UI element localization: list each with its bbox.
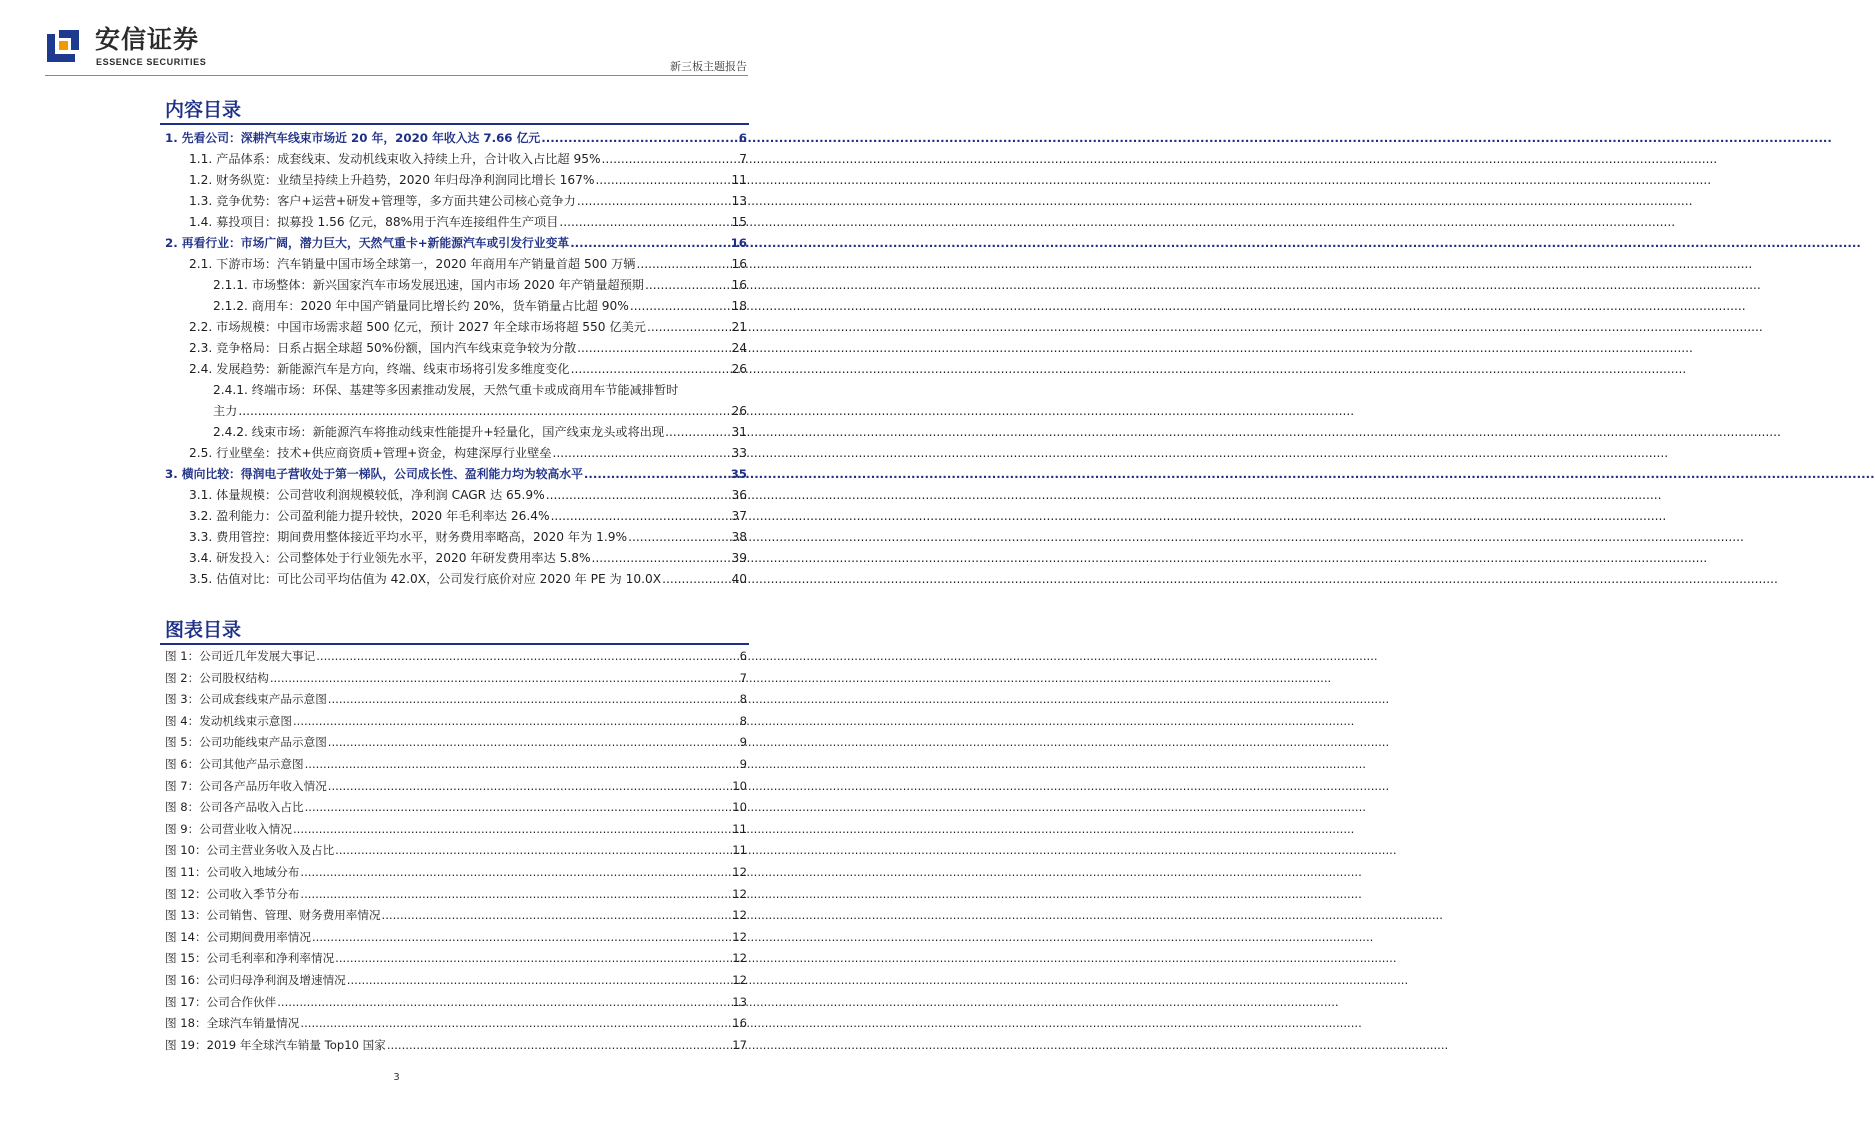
- toc-leader-dots: [584, 464, 730, 485]
- figure-entry-page: 7: [739, 670, 747, 685]
- toc-entry[interactable]: [189, 485, 747, 506]
- toc-leader-dots: [645, 275, 731, 296]
- toc-leader-dots: [662, 569, 730, 590]
- figure-entry[interactable]: [165, 948, 747, 970]
- toc-entry-page: 16: [731, 257, 747, 271]
- figure-entry-title: 图 14：公司期间费用率情况: [165, 929, 311, 944]
- figure-entry-title: 图 8：公司各产品收入占比: [165, 800, 304, 815]
- toc-entry-page: 13: [731, 194, 747, 208]
- toc-entry-title: 2.1. 下游市场：汽车销量中国市场全球第一，2020 年商用车产销量首超 500 万辆: [189, 257, 636, 271]
- toc-entry-page: 26: [731, 362, 747, 376]
- toc-entry[interactable]: [165, 233, 747, 254]
- figure-leader-dots: [312, 927, 731, 949]
- list-of-figures: [0, 646, 793, 1056]
- figure-entry[interactable]: [165, 992, 747, 1014]
- figure-entry-title: 图 17：公司合作伙伴: [165, 994, 277, 1009]
- toc-entry-page: 38: [731, 530, 747, 544]
- essence-logo-icon: [45, 28, 81, 64]
- figure-entry-page: 11: [732, 821, 747, 836]
- toc-leader-dots: [665, 422, 730, 443]
- toc-entry-title: 2.2. 市场规模：中国市场需求超 500 亿元，预计 2027 年全球市场将超 550 亿美元: [189, 320, 646, 334]
- figure-entry[interactable]: [165, 668, 747, 690]
- figure-entry-title: 图 18：全球汽车销量情况: [165, 1016, 300, 1031]
- figure-leader-dots: [293, 819, 731, 841]
- figure-entry-page: 12: [732, 929, 747, 944]
- brand-name-en: ESSENCE SECURITIES: [96, 57, 207, 67]
- figure-leader-dots: [300, 884, 731, 906]
- toc-entry-title: 1.1. 产品体系：成套线束、发动机线束收入持续上升，合计收入占比超 95%: [189, 152, 601, 166]
- figure-leader-dots: [305, 754, 739, 776]
- figure-entry[interactable]: [165, 689, 747, 711]
- toc-entry-title: 1.4. 募投项目：拟募投 1.56 亿元，88%用于汽车连接组件生产项目: [189, 215, 559, 229]
- toc-leader-dots: [551, 506, 731, 527]
- toc-entry[interactable]: [189, 191, 747, 212]
- toc-entry[interactable]: [189, 527, 747, 548]
- toc-entry-page: 33: [731, 446, 747, 460]
- toc-leader-dots: [577, 191, 731, 212]
- figure-entry-title: 图 9：公司营业收入情况: [165, 821, 292, 836]
- figure-entry-title: 图 4：发动机线束示意图: [165, 713, 292, 728]
- toc-leader-dots: [577, 338, 730, 359]
- figure-leader-dots: [300, 862, 731, 884]
- toc-entry[interactable]: [189, 569, 747, 590]
- figure-leader-dots: [335, 948, 731, 970]
- toc-entry[interactable]: [189, 548, 747, 569]
- toc-entry[interactable]: [213, 380, 747, 401]
- figures-title: 图表目录: [165, 619, 242, 641]
- toc-entry[interactable]: [189, 359, 747, 380]
- table-of-contents: [0, 128, 793, 590]
- toc-entry-title: 2.3. 竞争格局：日系占据全球超 50%份额，国内汽车线束竞争较为分散: [189, 341, 577, 355]
- toc-entry[interactable]: [189, 317, 747, 338]
- toc-entry[interactable]: [189, 443, 747, 464]
- figure-entry-title: 图 15：公司毛利率和净利率情况: [165, 951, 335, 966]
- toc-entry-title: 3. 横向比较：得润电子营收处于第一梯队，公司成长性、盈利能力均为较高水平: [165, 467, 583, 481]
- figure-entry-page: 17: [732, 1037, 747, 1052]
- toc-leader-dots: [602, 149, 739, 170]
- toc-entry-title: 1.2. 财务纵览：业绩呈持续上升趋势，2020 年归母净利润同比增长 167%: [189, 173, 595, 187]
- figure-leader-dots: [305, 797, 732, 819]
- figure-entry[interactable]: [165, 819, 747, 841]
- toc-entry[interactable]: [165, 464, 747, 485]
- toc-entry-title: 1.3. 竞争优势：客户+运营+研发+管理等，多方面共建公司核心竞争力: [189, 194, 576, 208]
- toc-entry-page: 37: [731, 509, 747, 523]
- figure-entry-page: 6: [739, 649, 747, 663]
- figure-entry[interactable]: [165, 927, 747, 949]
- toc-entry[interactable]: [189, 149, 747, 170]
- toc-entry-title: 2.5. 行业壁垒：技术+供应商资质+管理+资金，构建深厚行业壁垒: [189, 446, 552, 460]
- figure-leader-dots: [300, 1013, 731, 1035]
- figure-entry[interactable]: [165, 1035, 747, 1057]
- header-divider: [45, 75, 748, 76]
- toc-entry[interactable]: [165, 128, 747, 149]
- figure-entry-page: 12: [732, 951, 747, 966]
- figure-leader-dots: [387, 1035, 731, 1057]
- toc-entry-title: 3.1. 体量规模：公司营收利润规模较低，净利润 CAGR 达 65.9%: [189, 488, 545, 502]
- figure-leader-dots: [382, 905, 732, 927]
- figure-entry[interactable]: [165, 732, 747, 754]
- figure-entry-title: 图 13：公司销售、管理、财务费用率情况: [165, 908, 381, 923]
- figure-entry-page: 13: [732, 994, 747, 1009]
- toc-entry-page: 36: [731, 488, 747, 502]
- figure-leader-dots: [270, 668, 739, 690]
- toc-leader-dots: [238, 401, 730, 422]
- figure-entry-page: 16: [732, 1016, 747, 1031]
- toc-leader-dots: [552, 443, 730, 464]
- figure-leader-dots: [347, 970, 731, 992]
- toc-leader-dots: [541, 128, 738, 149]
- figure-entry-page: 12: [732, 886, 747, 901]
- toc-title: 内容目录: [165, 99, 242, 121]
- toc-leader-dots: [570, 233, 729, 254]
- toc-entry[interactable]: [189, 254, 747, 275]
- figure-entry[interactable]: [165, 754, 747, 776]
- figure-entry[interactable]: [165, 1013, 747, 1035]
- figure-entry-title: 图 5：公司功能线束产品示意图: [165, 735, 327, 750]
- toc-leader-dots: [546, 485, 731, 506]
- figure-leader-dots: [335, 840, 731, 862]
- toc-entry-page: 26: [731, 404, 747, 418]
- figure-entry-title: 图 7：公司各产品历年收入情况: [165, 778, 327, 793]
- figure-entry[interactable]: [165, 776, 747, 798]
- toc-entry[interactable]: [189, 338, 747, 359]
- figure-entry-page: 9: [739, 735, 747, 750]
- brand-name-cn: 安信证券: [95, 25, 200, 54]
- figure-entry-page: 9: [739, 756, 747, 771]
- toc-leader-dots: [571, 359, 731, 380]
- toc-entry-title: 3.5. 估值对比：可比公司平均估值为 42.0X，公司发行底价对应 2020 年 PE 为 10.0X: [189, 572, 662, 586]
- figure-entry[interactable]: [165, 840, 747, 862]
- toc-entry[interactable]: [213, 296, 747, 317]
- toc-leader-dots: [647, 317, 731, 338]
- toc-entry-page: 40: [731, 572, 747, 586]
- figure-entry-title: 图 11：公司收入地域分布: [165, 864, 300, 879]
- figure-entry-page: 12: [732, 972, 747, 987]
- toc-entry-title: 3.2. 盈利能力：公司盈利能力提升较快，2020 年毛利率达 26.4%: [189, 509, 550, 523]
- figure-entry-title: 图 10：公司主营业务收入及占比: [165, 843, 335, 858]
- page-number: 3: [393, 1072, 400, 1083]
- toc-entry-page: 39: [731, 551, 747, 565]
- figure-entry-title: 图 1：公司近几年发展大事记: [165, 649, 316, 663]
- figure-entry-title: 图 2：公司股权结构: [165, 670, 269, 685]
- figure-leader-dots: [328, 689, 739, 711]
- toc-entry-page: 31: [731, 425, 747, 439]
- figure-entry-page: 10: [732, 800, 747, 815]
- toc-entry-page: 16: [730, 236, 747, 250]
- toc-entry-title: 主力: [213, 404, 238, 418]
- toc-entry[interactable]: [213, 275, 747, 296]
- figure-entry-title: 图 19：2019 年全球汽车销量 Top10 国家: [165, 1037, 386, 1052]
- figure-leader-dots: [293, 711, 739, 733]
- figure-leader-dots: [277, 992, 731, 1014]
- figure-entry-title: 图 3：公司成套线束产品示意图: [165, 692, 327, 707]
- toc-leader-dots: [628, 527, 730, 548]
- toc-title-rule: [160, 123, 749, 125]
- toc-entry-page: 6: [738, 131, 747, 145]
- toc-entry-title: 3.3. 费用管控：期间费用整体接近平均水平，财务费用率略高，2020 年为 1.9%: [189, 530, 628, 544]
- figure-entry-title: 图 6：公司其他产品示意图: [165, 756, 304, 771]
- figure-entry[interactable]: [165, 711, 747, 733]
- toc-entry-page: 35: [730, 467, 747, 481]
- figure-entry-title: 图 12：公司收入季节分布: [165, 886, 300, 901]
- toc-entry-title: 2.4.1. 终端市场：环保、基建等多因素推动发展，天然气重卡或成商用车节能减排暂时: [213, 383, 679, 397]
- figure-entry-page: 12: [732, 908, 747, 923]
- toc-entry-page: 15: [731, 215, 747, 229]
- toc-entry-page: 18: [731, 299, 747, 313]
- toc-leader-dots: [559, 212, 730, 233]
- toc-entry-page: 24: [731, 341, 747, 355]
- figure-leader-dots: [328, 732, 739, 754]
- toc-entry-title: 3.4. 研发投入：公司整体处于行业领先水平，2020 年研发费用率达 5.8%: [189, 551, 591, 565]
- figure-entry-page: 12: [732, 864, 747, 879]
- toc-entry-page: 11: [731, 173, 747, 187]
- toc-entry[interactable]: [213, 401, 747, 422]
- figure-entry[interactable]: [165, 905, 747, 927]
- figure-entry-page: 8: [739, 692, 747, 707]
- figure-entry-page: 11: [732, 843, 747, 858]
- toc-leader-dots: [630, 296, 731, 317]
- figure-entry-page: 10: [732, 778, 747, 793]
- figure-entry[interactable]: [165, 862, 747, 884]
- toc-entry-page: 7: [739, 152, 747, 166]
- toc-leader-dots: [636, 254, 730, 275]
- figures-title-rule: [160, 643, 749, 645]
- report-type-label: 新三板主题报告: [670, 60, 747, 73]
- toc-entry[interactable]: [189, 212, 747, 233]
- toc-entry-title: 2.4. 发展趋势：新能源汽车是方向，终端、线束市场将引发多维度变化: [189, 362, 570, 376]
- figure-entry[interactable]: [165, 797, 747, 819]
- figure-entry-page: 8: [739, 713, 747, 728]
- toc-entry[interactable]: [213, 422, 747, 443]
- figure-entry-title: 图 16：公司归母净利润及增速情况: [165, 972, 346, 987]
- toc-entry-title: 2.1.2. 商用车：2020 年中国产销量同比增长约 20%，货车销量占比超 90%: [213, 299, 629, 313]
- figure-entry[interactable]: [165, 970, 747, 992]
- toc-entry-title: 1. 先看公司：深耕汽车线束市场近 20 年，2020 年收入达 7.66 亿元: [165, 131, 541, 145]
- page-header: [0, 0, 793, 80]
- toc-entry-page: 16: [731, 278, 747, 292]
- toc-entry[interactable]: [189, 170, 747, 191]
- figure-entry[interactable]: [165, 646, 747, 668]
- toc-entry-title: 2.4.2. 线束市场：新能源汽车将推动线束性能提升+轻量化，国产线束龙头或将出现: [213, 425, 665, 439]
- figure-entry[interactable]: [165, 884, 747, 906]
- toc-leader-dots: [592, 548, 731, 569]
- toc-entry[interactable]: [189, 506, 747, 527]
- figure-leader-dots: [316, 646, 738, 668]
- toc-entry-title: 2. 再看行业：市场广阔，潜力巨大，天然气重卡+新能源汽车或引发行业变革: [165, 236, 570, 250]
- toc-entry-page: 21: [731, 320, 747, 334]
- figure-leader-dots: [328, 776, 731, 798]
- toc-leader-dots: [595, 170, 730, 191]
- toc-entry-title: 2.1.1. 市场整体：新兴国家汽车市场发展迅速，国内市场 2020 年产销量超预期: [213, 278, 644, 292]
